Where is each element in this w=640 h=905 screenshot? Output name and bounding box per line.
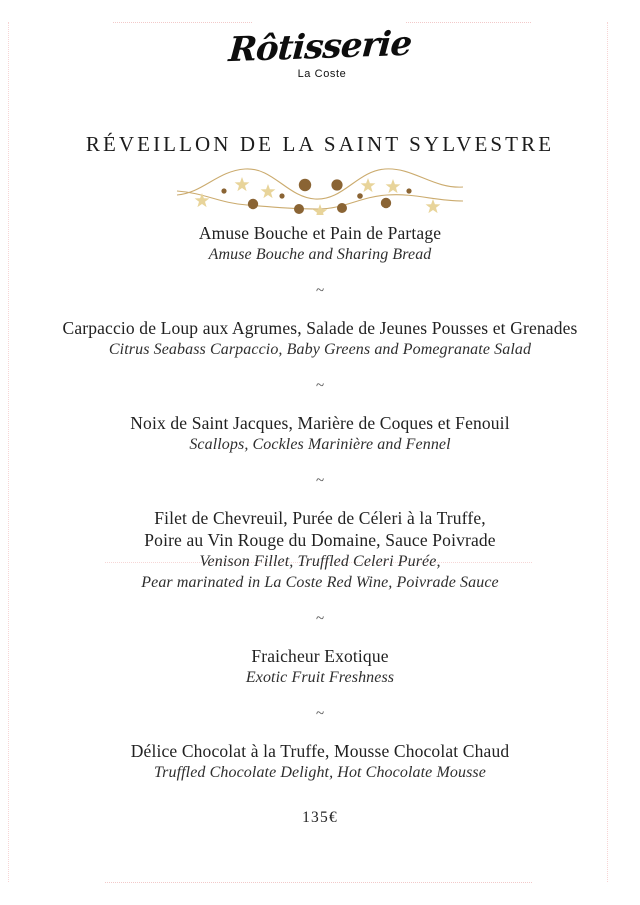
course-name-en: Truffled Chocolate Delight, Hot Chocolate Mousse <box>154 764 486 781</box>
brand-script-name: Rôtisserie <box>227 23 413 71</box>
course-saint-jacques <box>0 412 640 455</box>
garland-star <box>313 204 328 215</box>
garland-dot <box>381 198 391 208</box>
garland-star <box>386 179 401 193</box>
course-separator: ~ <box>315 378 325 394</box>
page-title: RÉVEILLON DE LA SAINT SYLVESTRE <box>85 132 555 156</box>
garland-stars <box>195 177 441 215</box>
garland-wave-upper <box>177 169 463 199</box>
garland-dot <box>279 193 284 198</box>
frame-rule-bottom <box>105 882 532 884</box>
course-name-fr: Filet de Chevreuil, Purée de Céleri à la Truffe, <box>154 508 486 528</box>
garland-dot <box>357 193 363 199</box>
menu-price: 135€ <box>302 809 338 826</box>
course-delice-chocolat <box>0 740 640 783</box>
garland-star <box>235 177 250 191</box>
frame-rule-top-right <box>406 22 531 24</box>
course-separator: ~ <box>315 283 325 299</box>
course-separator: ~ <box>315 473 325 489</box>
garland-dot <box>331 179 342 190</box>
garland-star <box>261 184 276 198</box>
course-fraicheur-exotique <box>0 645 640 688</box>
garland-dot <box>248 199 258 209</box>
brand-sub-name: La Coste <box>297 68 347 80</box>
course-name-en: Venison Fillet, Truffled Celeri Purée, <box>199 553 441 570</box>
course-name-en: Citrus Seabass Carpaccio, Baby Greens and Pomegranate Salad <box>108 341 532 358</box>
course-name-fr: Fraicheur Exotique <box>251 646 389 666</box>
course-amuse-bouche <box>0 222 640 265</box>
course-chevreuil <box>0 507 640 593</box>
course-list <box>0 222 640 827</box>
course-name-fr: Carpaccio de Loup aux Agrumes, Salade de Jeunes Pousses et Grenades <box>62 318 578 338</box>
course-name-fr-line2: Poire au Vin Rouge du Domaine, Sauce Poivrade <box>144 530 496 550</box>
garland-dot <box>406 188 411 193</box>
garland-dot <box>337 203 347 213</box>
course-name-fr: Délice Chocolat à la Truffe, Mousse Chocolat Chaud <box>130 741 510 761</box>
course-name-en: Amuse Bouche and Sharing Bread <box>208 246 432 263</box>
frame-rule-top-left <box>113 22 252 24</box>
course-name-fr: Amuse Bouche et Pain de Partage <box>198 223 442 243</box>
course-name-en-line2: Pear marinated in La Coste Red Wine, Poivrade Sauce <box>141 574 499 591</box>
garland-star <box>195 193 210 207</box>
course-name-en: Scallops, Cockles Marinière and Fennel <box>189 436 451 453</box>
garland-dot <box>299 179 311 191</box>
course-carpaccio <box>0 317 640 360</box>
course-name-fr: Noix de Saint Jacques, Marière de Coques et Fenouil <box>130 413 510 433</box>
course-separator: ~ <box>315 611 325 627</box>
brand-logo <box>0 23 640 108</box>
course-separator: ~ <box>315 706 325 722</box>
course-name-en: Exotic Fruit Freshness <box>245 669 395 686</box>
garland-star <box>361 178 376 192</box>
garland-dot <box>221 188 226 193</box>
gold-garland-ornament <box>175 163 465 215</box>
garland-dot <box>294 204 304 214</box>
garland-star <box>426 199 441 213</box>
